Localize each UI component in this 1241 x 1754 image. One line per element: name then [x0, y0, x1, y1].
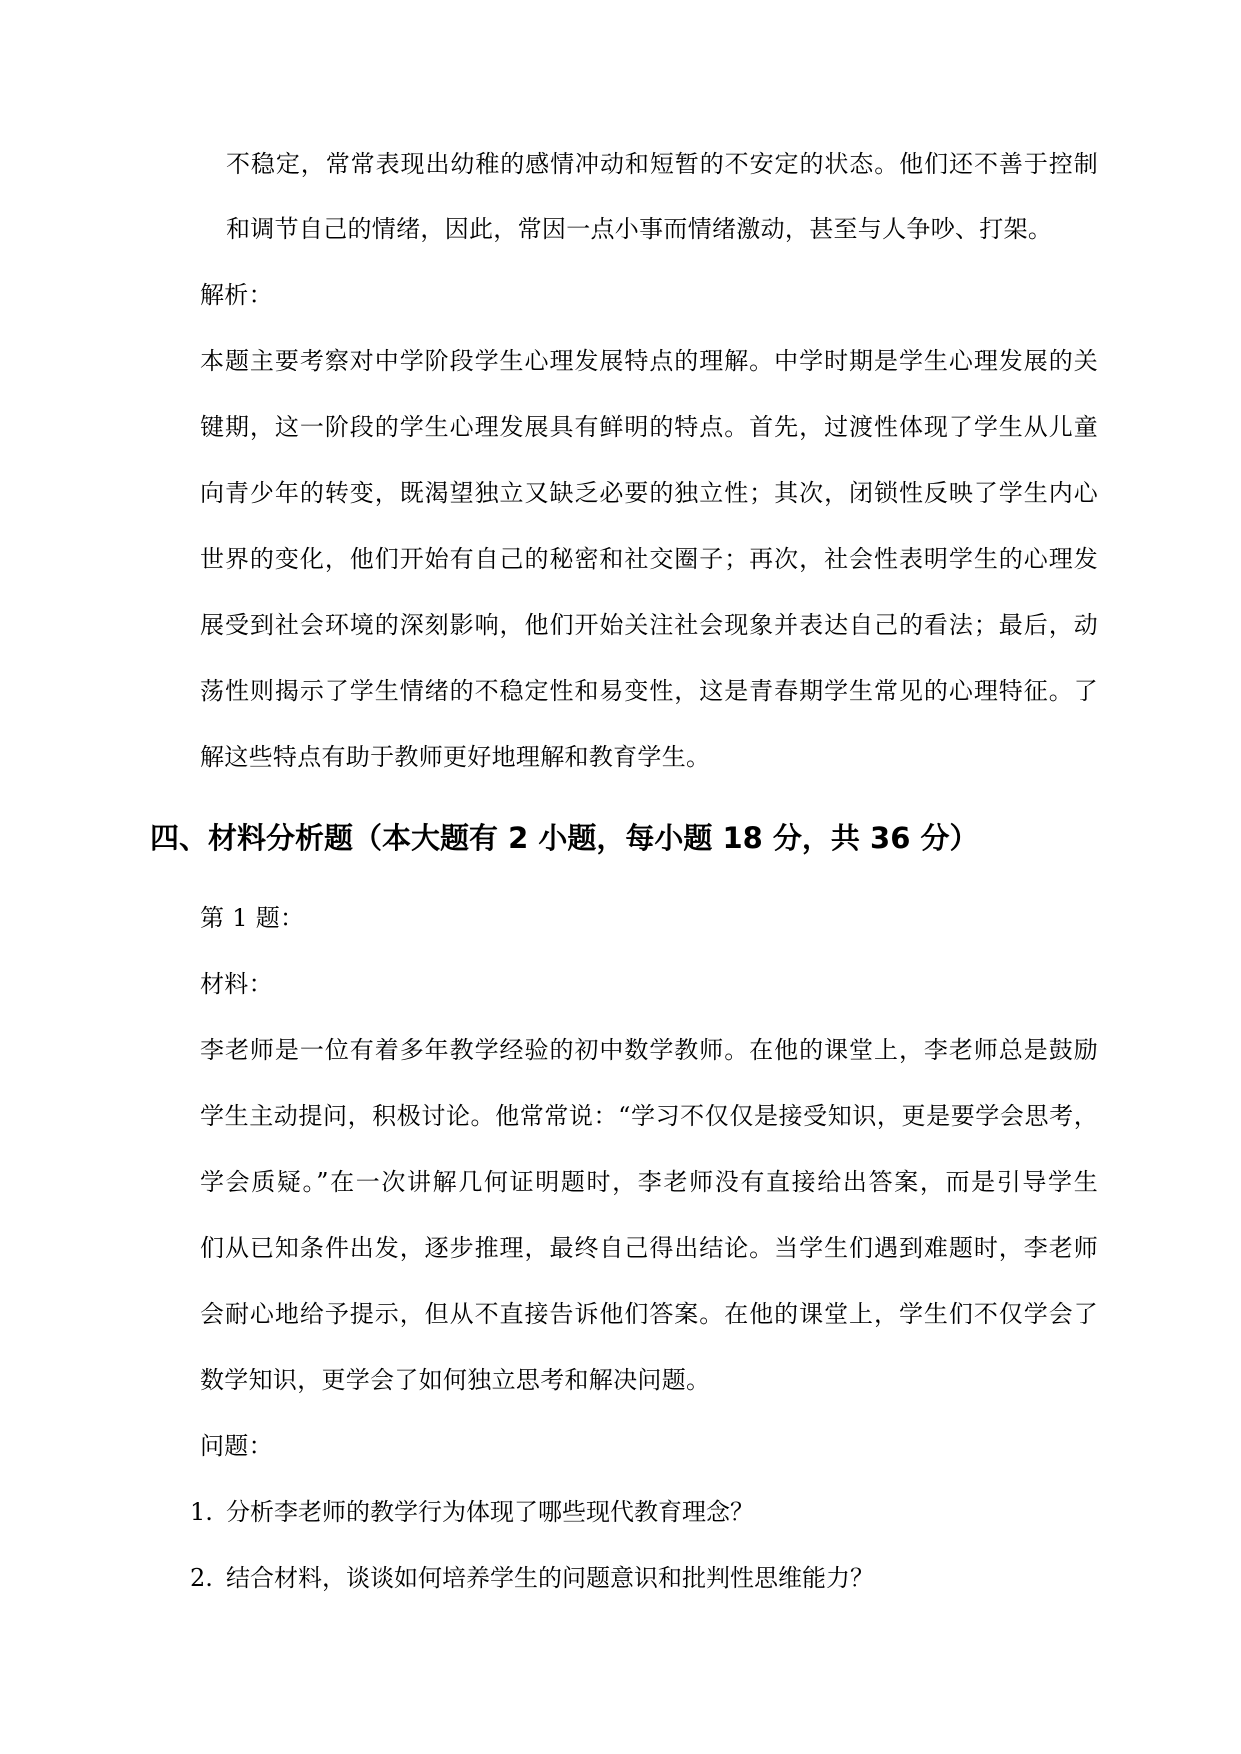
material-line: 学生主动提问，积极讨论。他常常说：“学习不仅仅是接受知识，更是要学会思考，	[200, 1102, 1098, 1130]
problem-item: 分析李老师的教学行为体现了哪些现代教育理念？	[226, 1498, 754, 1526]
problem-number: 2.	[190, 1564, 213, 1592]
question-label: 第 1 题：	[200, 904, 305, 932]
material-line: 学会质疑。”在一次讲解几何证明题时，李老师没有直接给出答案，而是引导学生	[200, 1168, 1098, 1196]
analysis-line: 解这些特点有助于教师更好地理解和教育学生。	[200, 743, 711, 771]
material-line: 数学知识，更学会了如何独立思考和解决问题。	[200, 1366, 711, 1394]
material-line: 会耐心地给予提示，但从不直接告诉他们答案。在他的课堂上，学生们不仅学会了	[200, 1300, 1098, 1328]
analysis-line: 向青少年的转变，既渴望独立又缺乏必要的独立性；其次，闭锁性反映了学生内心	[200, 479, 1098, 507]
material-line: 们从已知条件出发，逐步推理，最终自己得出结论。当学生们遇到难题时，李老师	[200, 1234, 1098, 1262]
section-heading: 四、材料分析题（本大题有 2 小题，每小题 18 分，共 36 分）	[150, 821, 979, 855]
analysis-line: 本题主要考察对中学阶段学生心理发展特点的理解。中学时期是学生心理发展的关	[200, 347, 1098, 375]
analysis-line: 键期，这一阶段的学生心理发展具有鲜明的特点。首先，过渡性体现了学生从儿童	[200, 413, 1098, 441]
analysis-label: 解析：	[200, 281, 273, 309]
problem-number: 1.	[190, 1498, 213, 1526]
problem-item: 结合材料，谈谈如何培养学生的问题意识和批判性思维能力？	[226, 1564, 874, 1592]
material-label: 材料：	[200, 970, 273, 998]
material-line: 李老师是一位有着多年教学经验的初中数学教师。在他的课堂上，李老师总是鼓励	[200, 1036, 1098, 1064]
continuation-line: 和调节自己的情绪，因此，常因一点小事而情绪激动，甚至与人争吵、打架。	[226, 215, 1053, 243]
continuation-line: 不稳定，常常表现出幼稚的感情冲动和短暂的不安定的状态。他们还不善于控制	[226, 150, 1098, 178]
analysis-line: 世界的变化，他们开始有自己的秘密和社交圈子；再次，社会性表明学生的心理发	[200, 545, 1098, 573]
analysis-line: 展受到社会环境的深刻影响，他们开始关注社会现象并表达自己的看法；最后，动	[200, 611, 1098, 639]
analysis-line: 荡性则揭示了学生情绪的不稳定性和易变性，这是青春期学生常见的心理特征。了	[200, 677, 1098, 705]
problems-label: 问题：	[200, 1432, 273, 1460]
